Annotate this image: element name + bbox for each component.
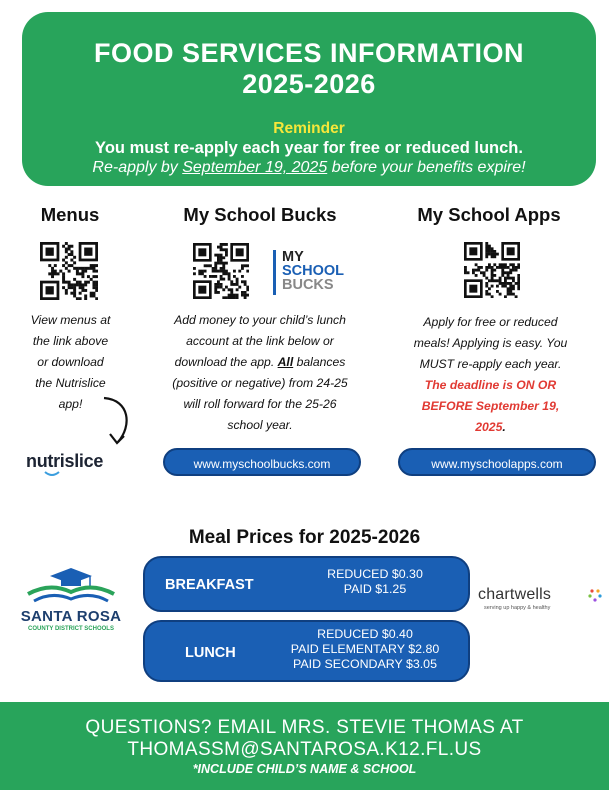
breakfast-label: BREAKFAST bbox=[165, 577, 254, 593]
breakfast-price-panel bbox=[143, 556, 470, 612]
chartwells-logo bbox=[478, 586, 606, 616]
myschoolapps-link-button[interactable]: www.myschoolapps.com bbox=[398, 448, 596, 476]
logo-line: MY bbox=[282, 249, 304, 265]
curved-arrow-icon bbox=[96, 392, 136, 448]
logo-line: SCHOOL bbox=[282, 263, 345, 279]
deadline-text bbox=[22, 159, 596, 177]
description-line: MUST re-apply each year. bbox=[419, 357, 562, 371]
chartwells-tagline: serving up happy & healthy bbox=[484, 605, 551, 611]
district-name: SANTA ROSA bbox=[20, 608, 122, 625]
menus-qr-code-icon[interactable] bbox=[40, 242, 98, 300]
footer-question: QUESTIONS? EMAIL MRS. STEVIE THOMAS AT bbox=[85, 717, 524, 738]
deadline-warning-line: BEFORE September 19, bbox=[421, 399, 560, 413]
page-title: FOOD SERVICES INFORMATION bbox=[93, 38, 525, 68]
price-line: REDUCED $0.40 bbox=[317, 627, 413, 641]
description-line: (positive or negative) from 24-25 bbox=[172, 376, 348, 390]
description-line: account at the link below or bbox=[186, 334, 334, 348]
smile-icon bbox=[44, 471, 60, 477]
lunch-prices bbox=[280, 627, 450, 672]
footer-banner bbox=[0, 702, 609, 790]
menus-line: the link above bbox=[32, 334, 109, 348]
deadline-after: before your benefits expire! bbox=[331, 159, 526, 176]
myschoolapps-description bbox=[388, 312, 593, 438]
nutrislice-logo-text: nutrislice bbox=[26, 451, 104, 471]
logo-line: BUCKS bbox=[282, 277, 334, 293]
myschoolbucks-logo bbox=[273, 250, 363, 295]
deadline-date: September 19, 2025 bbox=[182, 159, 328, 176]
myschoolbucks-description bbox=[150, 310, 370, 436]
description-line bbox=[150, 352, 370, 373]
description-line: will roll forward for the 25-26 bbox=[183, 397, 337, 411]
price-line: PAID ELEMENTARY $2.80 bbox=[290, 642, 440, 656]
menus-line: or download bbox=[37, 355, 104, 369]
lunch-price-panel bbox=[143, 620, 470, 682]
breakfast-prices bbox=[300, 567, 450, 597]
reminder-label: Reminder bbox=[273, 120, 345, 137]
myschoolapps-title: My School Apps bbox=[417, 204, 561, 225]
lunch-label: LUNCH bbox=[185, 645, 236, 661]
description-line: Add money to your child’s lunch bbox=[174, 313, 346, 327]
meal-prices-title: Meal Prices for 2025-2026 bbox=[188, 527, 421, 548]
myschoolbucks-qr-code-icon[interactable] bbox=[193, 243, 249, 299]
santa-rosa-logo bbox=[6, 564, 136, 636]
description-line: Apply for free or reduced bbox=[423, 315, 558, 329]
price-line: PAID SECONDARY $3.05 bbox=[293, 657, 437, 671]
description-line: meals! Applying is easy. You bbox=[413, 336, 568, 350]
myschoolbucks-title: My School Bucks bbox=[183, 204, 337, 225]
text: download the app. bbox=[174, 355, 275, 369]
footer-email[interactable]: THOMASSM@SANTAROSA.K12.FL.US bbox=[127, 739, 482, 760]
deadline-warning-line: The deadline is ON OR bbox=[424, 378, 557, 392]
description-line: school year. bbox=[227, 418, 293, 432]
menus-line: View menus at bbox=[30, 313, 111, 327]
price-line: PAID $1.25 bbox=[343, 582, 407, 596]
price-line: REDUCED $0.30 bbox=[327, 567, 423, 581]
myschoolapps-qr-code-icon[interactable] bbox=[464, 242, 520, 298]
nutrislice-logo bbox=[26, 451, 110, 477]
menus-line: the Nutrislice bbox=[35, 376, 106, 390]
deadline-warning-line bbox=[388, 417, 593, 438]
dots-icon bbox=[588, 588, 602, 602]
deadline-year: 2025 bbox=[475, 420, 503, 434]
all-emphasis: All bbox=[277, 355, 294, 369]
myschoolbucks-link-button[interactable]: www.myschoolbucks.com bbox=[163, 448, 361, 476]
menus-title: Menus bbox=[40, 204, 100, 225]
reminder-text: You must re-apply each year for free or reduced lunch. bbox=[95, 139, 523, 157]
header-banner bbox=[22, 12, 596, 186]
graduation-cap-book-icon bbox=[6, 564, 136, 606]
text: balances bbox=[296, 355, 346, 369]
period: . bbox=[502, 420, 506, 434]
district-subtitle: COUNTY DISTRICT SCHOOLS bbox=[28, 626, 114, 632]
footer-note: *INCLUDE CHILD’S NAME & SCHOOL bbox=[192, 762, 417, 776]
chartwells-name: chartwells bbox=[478, 586, 552, 603]
page-year: 2025-2026 bbox=[242, 69, 376, 99]
menus-line: app! bbox=[58, 397, 83, 411]
deadline-before: Re-apply by bbox=[92, 159, 178, 176]
